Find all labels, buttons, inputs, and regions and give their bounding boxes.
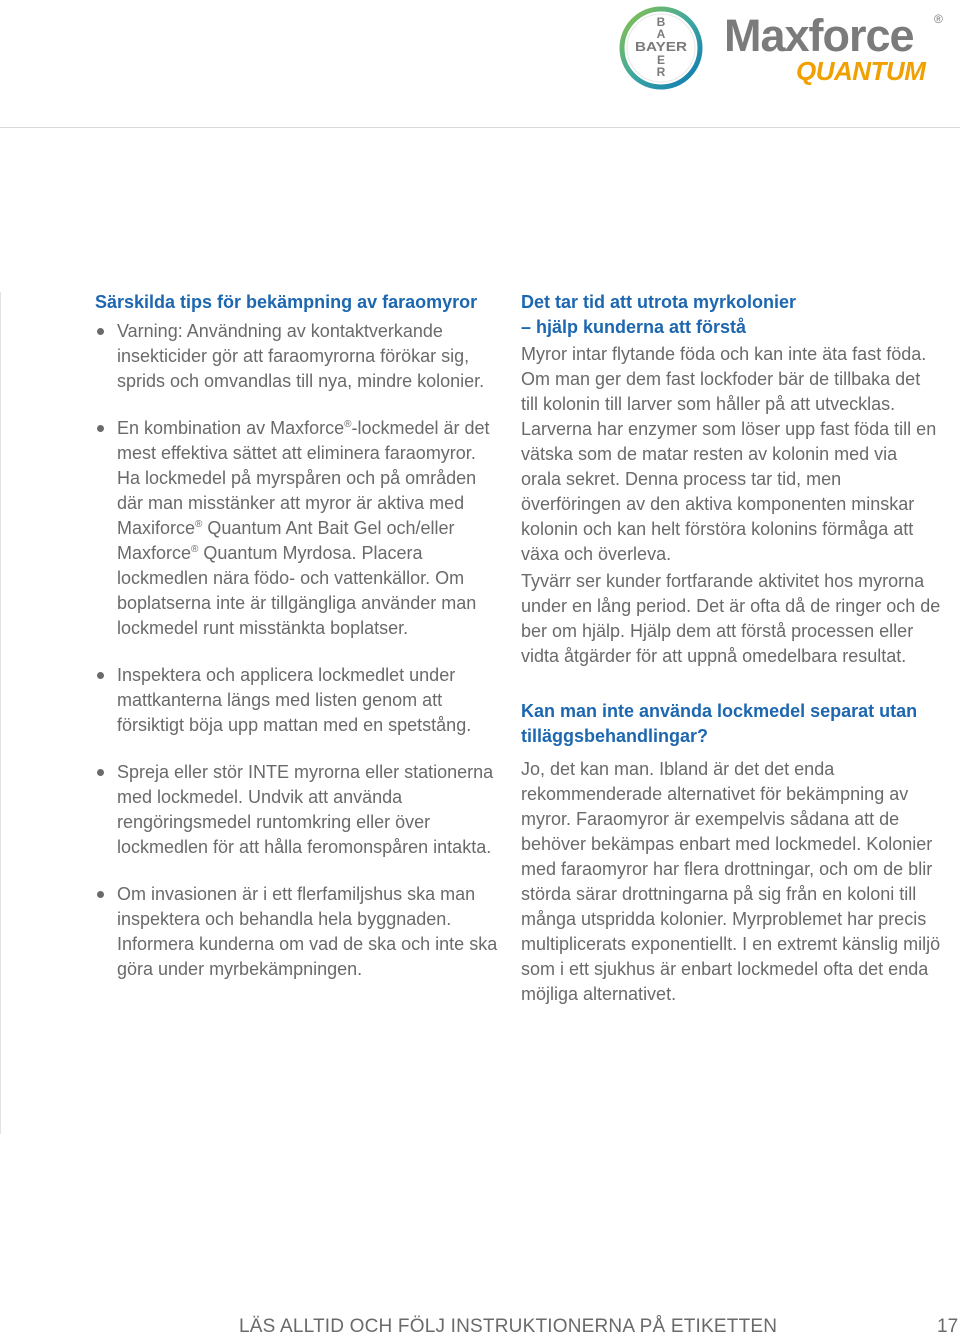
page-edge-line — [0, 292, 1, 1134]
right-column — [521, 290, 941, 1007]
paragraph-customers-activity: Tyvärr ser kunder fortfarande aktivitet hos myrorna under en lång period. Det är ofta då de ringer och de ber om hjälp. Hjälp dem att förstå processen eller vidta åtgärder för att uppnå omedelbara resultat. — [521, 571, 941, 666]
svg-text:A: A — [656, 27, 666, 41]
registered-mark: ® — [344, 419, 352, 430]
paragraph-colony-time: Myror intar flytande föda och kan inte äta fast föda. Om man ger dem fast lockfoder bär de tillbaka det till kolonin till larver som håller på att utvecklas. Larverna har enzymer som löser upp fast föda till en vätska som de matar resten av kolonin med via orala sekret. Denna process tar tid, men överföringen av den aktiva komponenten minskar kolonin och kan helt förstöra kolonins förmåga att växa och överleva. — [521, 344, 937, 564]
registered-mark: ® — [195, 519, 203, 530]
brand-sub: QUANTUM — [796, 56, 926, 86]
svg-text:B: B — [656, 15, 666, 29]
right-heading-1 — [521, 290, 941, 340]
tip-multifamily: Om invasionen är i ett flerfamiljshus ska man inspektera och behandla hela byggnaden. Informera kunderna om vad de ska och inte ska göra under myrbekämpningen. — [95, 882, 500, 982]
right-heading-1-line1: Det tar tid att utrota myrkolonier — [521, 292, 797, 312]
tip-combination-part3: Quantum Ant Bait Gel och/eller Maxforce — [117, 518, 455, 563]
tip-warning: Varning: Användning av kontaktverkande insekticider gör att faraomyrorna förökar sig, sprids och omvandlas till nya, mindre kolonier. — [95, 319, 500, 394]
registered-mark: ® — [191, 544, 199, 555]
brand-registered-mark: ® — [934, 12, 943, 26]
left-heading: Särskilda tips för bekämpning av faraomyror — [95, 292, 478, 312]
paragraph-bait-only: Jo, det kan man. Ibland är det det enda rekommenderade alternativet för bekämpning av myror. Faraomyror är exempelvis sådana att de behöver bekämpas enbart med lockmedel. Kolonier med faraomyror har flera drottningar, och om de blir störda särar drottningarna på sig från en koloni till många utspridda kolonier. Myrproblemet har precis multiplicerats exponentiellt. I en extremt känslig miljö som i ett sjukhus är enbart lockmedel ofta det enda möjliga alternativet. — [521, 759, 941, 1004]
tip-combination-part2: -lockmedel är det mest effektiva sättet att eliminera faraomyror. Ha lockmedel på myrspåren och på områden där man misstänker att myror är aktiva med Maxiforce — [117, 418, 490, 538]
tip-inspect: Inspektera och applicera lockmedlet under mattkanterna längs med listen genom att försiktigt böja upp mattan med en spetstång. — [95, 663, 500, 738]
maxforce-logo — [724, 10, 946, 90]
tip-do-not-spray: Spreja eller stör INTE myrorna eller stationerna med lockmedel. Undvik att använda rengöringsmedel runtomkring eller över lockmedlen för att hålla feromonspåren intakta. — [95, 760, 500, 860]
tip-combination — [95, 416, 500, 641]
bayer-logo — [619, 6, 703, 90]
footer-instruction: LÄS ALLTID OCH FÖLJ INSTRUKTIONERNA PÅ ETIKETTEN — [239, 1316, 778, 1337]
page-number: 17 — [937, 1316, 959, 1337]
tip-combination-part1: En kombination av Maxforce — [117, 418, 345, 438]
left-column — [95, 290, 500, 982]
tips-list — [95, 319, 500, 982]
right-heading-2: Kan man inte använda lockmedel separat utan tilläggsbehandlingar? — [521, 701, 918, 746]
svg-text:BAYER: BAYER — [635, 39, 688, 54]
svg-text:R: R — [656, 65, 666, 79]
header-divider — [0, 127, 960, 128]
svg-text:E: E — [656, 53, 666, 67]
right-heading-1-line2: – hjälp kunderna att förstå — [521, 317, 747, 337]
tip-combination-part4: Quantum Myrdosa. Placera lockmedlen nära födo- och vattenkällor. Om boplatserna inte är tillgängliga använder man lockmedel runt misstänkta boplatser. — [117, 543, 477, 638]
brand-name: Maxforce — [724, 10, 914, 61]
